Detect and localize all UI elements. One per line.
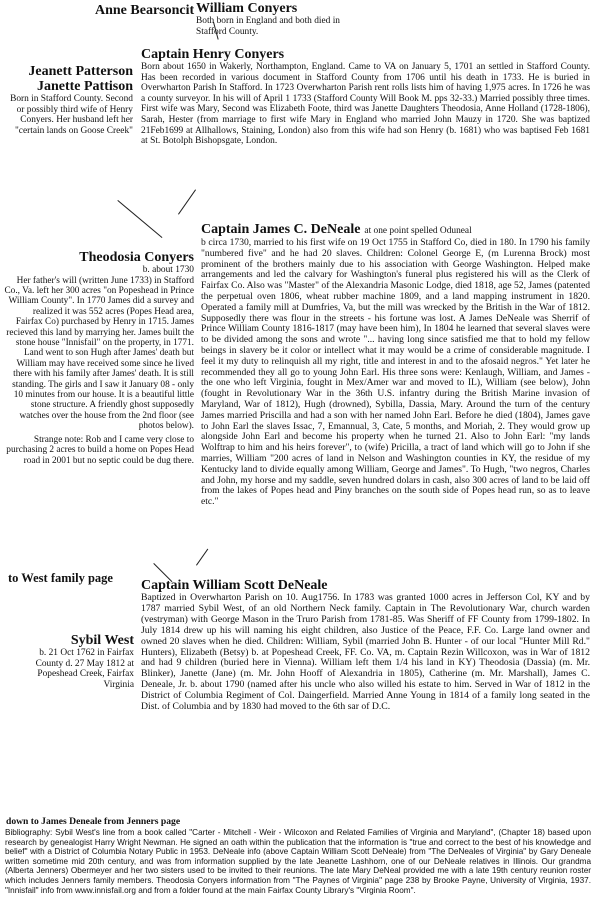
william-conyers-block — [196, 1, 346, 37]
jeanett-patterson-text: Born in Stafford County. Second or possibly third wife of Henry Conyers. Her husband left her "certain lands on Goose Creek" — [10, 94, 133, 136]
henry-conyers-title: Captain Henry Conyers — [141, 47, 285, 62]
jeanett-patterson-block — [8, 64, 133, 136]
james-deneale-text: b circa 1730, married to his first wife on 19 Oct 1755 in Stafford Co, died in 180. In 1790 his family "numbered five" and he had 20 slaves. Children: Colonel George E, (m Lurenna Brock) most prominent of the brothers mainly due to his association with George Washington. Helped make arrangements and led the calvary for Washington's funeral plus registered his will as the Clerk of Fairfax Co. Also was "Master" of the Alexandria Masonic Lodge, died 1818, age 52, James (patented the perpetual oven 1806, wheat rubber machine 1809, and a land mapping instrument in 1820. Operated a family mill at Dumfries, Va, but the mill was wrecked by the British in the War of 1812. Supposedly there was flour in the streets - his fortune was lost. A James DeNeale was Sherrif of Prince William County 1816-1817 (may have been him), In 1804 he learned that several slaves were to be divided among the sons and wrote "... having long since satisfied me that to hold my fellow beings in slavery be it color or intellect what it may would be a crime of considerable magnitude. I feel it my duty to relinquish all my right, title and interest in and to the afosaid negros." Yet later he recommended they all go to young John Earl. His three sons were: Kenlaugh, William, and James - the one who left Virginia, fought in Mex/Amer war and moved to IL), William (see below), John (fought in Revolutionary War in the 36th U.S. infantry during the British Marine invasion of Maryland, War of 1812), Hugh (drowned), Sybilla, Dassia, Mary. Around the turn of the century James married Priscilla and had a son with her named John Earl. Before he died (1804), James gave to John Earl the slaves Issac, 7, Emannual, 3, Cate, 5 months, and Moriah, 2. They would grow up alongside John Earl and become his property when he turned 21. Also to John Earl: "my lands Wolftrap to him and his heirs forever", to (wife) Pricilla, a tract of land which will go to John if she marries, William "200 acres of land in Nelson and Washington counties in KY, the residue of my Kentucky land to divide equally among William, George and James". To Hugh, "two negros, Charles and John, my horse and my saddle, seven hundred dolars in cash, also 300 acres of land to be laid off from the lakes of Popes head and Piny branches on the south side of Popes head run, so as to leave etc." — [201, 237, 590, 508]
william-scott-deneale-text: Baptized in Overwharton Parish on 10. Aug1756. In 1783 was granted 1000 acres in Jefferson Col, KY and by 1787 married Sybil West, of an old Northern Neck family. Captain in The Revolutionary War, church warden (vestryman) with George Mason in the Truro Parish from 1781-85. Was Sheriff of FF County from 1799-1802. In July 1814 drew up his will naming his eight children, also Justice of the Peace, F.F. Co. Large land owner and owned 20 slaves when he died. Children: William, Sybil (married John B. Hunter - of our local "Hunter Mill Rd." Hunters), Elizabeth (Betsy) b. at Popeshead Creek, FF. Co. VA, m. Captain Rezin Willcoxon, was in War of 1812 and had 9 children (buried here in Vienna). William left them 1/4 his land in KY) Theodosia (Dassia) (m. Mr. Blinker), Janette (Jane) (m. Mr. John Hooff of Alexandria in 1805), Catherine (m. Mr. Marshall), James C. Deneale, Jr. b. about 1790 (named after his uncle who also willed his estate to him. Served in War of 1812 in the District of Columbia Regiment of Col. Daingerfield. Married Anne Young in 1814 of a family long seated in the Dist. of Columbia and by 1830 had moved to the 6th sar of D.C. — [141, 592, 590, 713]
henry-conyers-text: Born about 1650 in Wakerly, Northampton, England. Came to VA on January 5, 1701 an settled in Stafford County. Has been recorded in various document in Stafford County from 1706 until his death in 1733. He is buried in Overwharton Parish In Stafford. In 1723 Overwharton Parish rent rolls lists him of having 1,975 acres. In 1726 he was a county surveyor. In his will of April 1 1733 (Stafford County Will Book M. pps 32-33.) Married possibly three times. First wife was Mary, Second was Elizabeth Foote, third was Janette Daughters Theodosia, Anne Holland (1728-1806), Sarah, Hester (from marriage to first wife Mary in England who married John Mauzy in 1720. She was baptized 21Feb1699 at Allhallows, Staining, London) also from this wife had son Henry (b. 1681) who was baptised Feb 1681 at St. Botolph Bishopsgate, London. — [141, 62, 590, 147]
james-deneale-block — [201, 220, 590, 508]
sybil-west-title: Sybil West — [70, 633, 134, 648]
william-conyers-name: William Conyers — [196, 1, 298, 16]
anne-bearsoncit-name: Anne Bearsoncit — [95, 3, 195, 18]
william-scott-deneale-block — [141, 578, 590, 713]
william-conyers-text: Both born in England and both died in Stafford County. — [196, 16, 340, 37]
bibliography-text: Bibliography: Sybil West's line from a book called "Carter - Mitchell - Weir - Wilcoxon and Related Families of Virginia and Maryland", (Chapter 18) based upon research by genealogist Harry Wright Newman. He signed an oath within the publication that the information is "true and correct to the best of his knowledge and belief" with a District of Columbia Notary Public in 1953. DeNeale info (above Captain William Scott DeNeale) from "The DeNeales of Virginia" by Gary Deneale written sometime mid 20th century, and was from information supplied by the late Jeanette Lashhorn, one of our DeNeale relatives in Illinois. Our grandma (Alberta Jenners) Obermeyer and her two sisters used to be invited to their reunions. The late Mary DeNeal provided me with a late 19th century reunion roster which includes Jenners family members. Theodosia Conyers information from "The Paynes of Virginia" page 238 by Brooke Payne, University of Virginia, 1937. "Innisfail" info from www.innisfail.org and from a folder found at the main Fairfax County Library's "Virginia Room". — [5, 828, 591, 895]
connector-line — [178, 189, 196, 214]
william-scott-deneale-title: Captain William Scott DeNeale — [141, 578, 328, 593]
west-family-page-link[interactable]: to West family page — [8, 571, 113, 585]
connector-line — [117, 200, 162, 238]
theodosia-conyers-note: Strange note: Rob and I came very close to purchasing 2 acres to build a home on Popes Head road in 2001 but no septic could be dug there. — [6, 434, 194, 466]
james-deneale-jenners-link[interactable]: down to James Deneale from Jenners page — [6, 816, 181, 827]
theodosia-conyers-text: Her father's will (written June 1733) in Stafford Co., Va. left her 300 acres "on Popeshead in Prince William County". In 1770 James did a survey and realized it was 552 acres (Popes Head area, Fairfax Co) purchased by Henry in 1715. James recieved this land by marrying her. James built the stone house "Innisfail" on the property, in 1771. Land went to son Hugh after James' death but William may have received some since he lived there with his family after James' death. It is still standing. The girls and I saw it January 08 - only 10 minutes from our house. It is a beautiful little stone structure. A friendly ghost supposedly watches over the house from the 2nd floor (see photos below). — [4, 275, 194, 432]
jeanett-patterson-title: Jeanett Patterson Janette Pattison — [28, 64, 133, 94]
theodosia-conyers-title: Theodosia Conyers — [79, 250, 194, 265]
sybil-west-block — [30, 633, 134, 690]
theodosia-conyers-block — [4, 250, 194, 466]
connector-line — [196, 549, 208, 566]
james-deneale-title-suffix: at one point spelled Oduneal — [364, 226, 472, 236]
theodosia-conyers-sub: b. about 1730 — [142, 265, 194, 275]
sybil-west-text: b. 21 Oct 1762 in Fairfax County d. 27 May 1812 at Popeshead Creek, Fairfax Virginia — [35, 648, 134, 690]
henry-conyers-block — [141, 47, 590, 147]
james-deneale-title: Captain James C. DeNeale — [201, 222, 361, 237]
